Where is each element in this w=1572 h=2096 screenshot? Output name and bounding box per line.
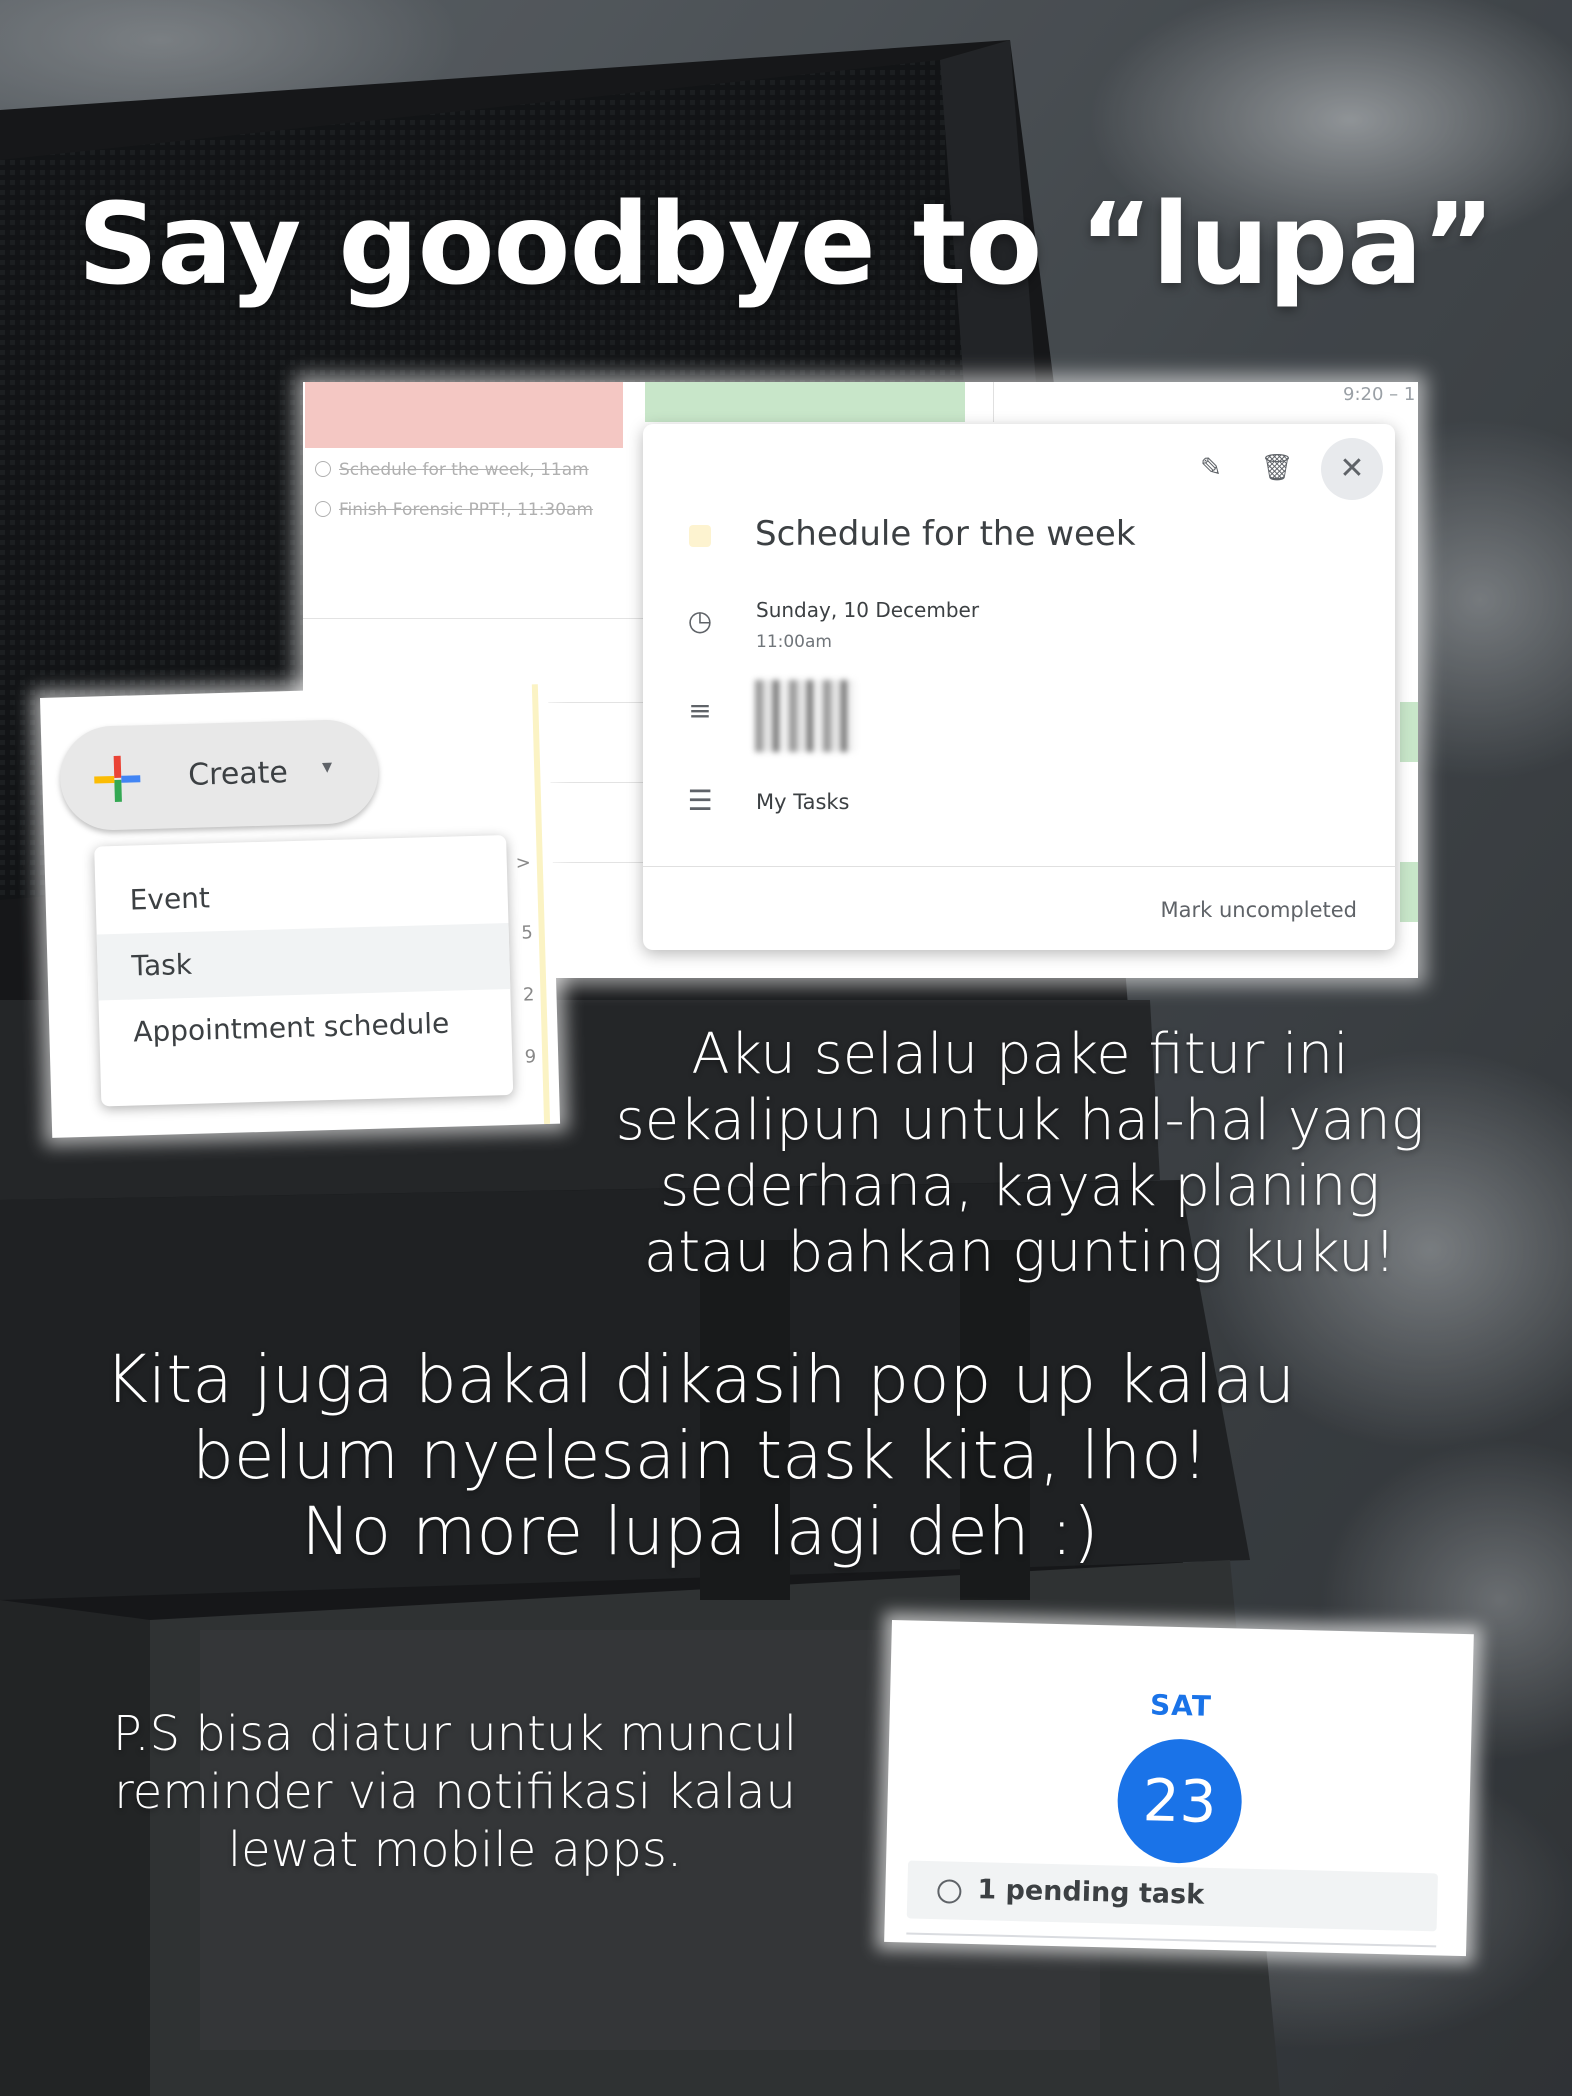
completed-task-2	[315, 500, 593, 520]
chevron-right-icon: >	[515, 852, 532, 874]
edit-icon[interactable]: ✎	[1200, 453, 1222, 483]
grid-line	[303, 618, 645, 619]
caption-line: reminder via notifikasi kalau	[114, 1764, 796, 1820]
event-block	[1400, 702, 1418, 762]
day-widget-screenshot	[884, 1620, 1474, 1956]
event-time-tag: 9:20 – 1	[1343, 384, 1416, 405]
create-dropdown	[94, 835, 513, 1106]
menu-item-task[interactable]: Task	[97, 923, 511, 1000]
event-block	[1400, 862, 1418, 922]
task-date: Sunday, 10 December	[756, 598, 980, 622]
description-icon: ≡	[688, 694, 712, 727]
event-block	[645, 382, 965, 422]
caption-ps-note	[90, 1705, 820, 1879]
check-circle-icon	[937, 1879, 962, 1904]
edge-label: 9	[524, 1046, 537, 1068]
task-popup	[643, 424, 1395, 950]
delete-icon[interactable]: 🗑	[1260, 453, 1294, 483]
caret-down-icon: ▾	[321, 753, 333, 779]
caption-line: lewat mobile apps.	[227, 1822, 683, 1878]
list-icon: ☰	[687, 784, 713, 817]
edge-label: 2	[522, 984, 535, 1006]
task-title: Schedule for the week	[755, 514, 1136, 554]
divider	[643, 866, 1395, 867]
create-button[interactable]	[59, 719, 380, 832]
caption-feature-usage	[600, 1022, 1440, 1286]
check-icon	[315, 501, 331, 517]
page-title: Say goodbye to “lupa”	[77, 180, 1495, 310]
completed-task-1	[315, 460, 589, 480]
close-icon[interactable]: ✕	[1321, 438, 1383, 500]
pending-task-chip[interactable]	[907, 1860, 1438, 1931]
caption-line: atau bahkan gunting kuku!	[643, 1220, 1397, 1285]
check-icon	[315, 461, 331, 477]
task-list-name: My Tasks	[756, 790, 850, 814]
caption-line: belum nyelesain task kita, lho!	[191, 1417, 1209, 1494]
plus-icon	[92, 753, 143, 804]
task-block	[305, 382, 623, 448]
redacted-description	[755, 680, 855, 752]
caption-line: P.S bisa diatur untuk muncul	[112, 1706, 798, 1762]
caption-line: Kita juga bakal dikasih pop up kalau	[104, 1341, 1296, 1418]
mark-uncompleted-button[interactable]: Mark uncompleted	[1160, 898, 1357, 922]
weekday-label: SAT	[1149, 1688, 1213, 1723]
completed-task-2-label: Finish Forensic PPT!, 11:30am	[339, 500, 594, 520]
clock-icon: ◷	[687, 604, 713, 637]
caption-line: sekalipun untuk hal-hal yang	[615, 1088, 1425, 1153]
completed-task-1-label: Schedule for the week, 11am	[339, 460, 589, 480]
task-time: 11:00am	[756, 632, 832, 652]
caption-line: sederhana, kayak planing	[660, 1154, 1380, 1219]
menu-item-appointment-schedule[interactable]: Appointment schedule	[132, 1006, 450, 1049]
color-swatch	[689, 525, 711, 547]
caption-line: No more lupa lagi deh :)	[301, 1493, 1099, 1570]
caption-line: Aku selalu pake fitur ini	[691, 1022, 1349, 1087]
create-menu-screenshot	[40, 684, 560, 1138]
caption-popup-reminder	[100, 1342, 1300, 1570]
menu-item-event[interactable]: Event	[129, 881, 211, 917]
edge-label: 5	[521, 922, 534, 944]
day-number-badge[interactable]: 23	[1116, 1738, 1243, 1865]
create-button-label: Create	[187, 755, 289, 793]
pending-task-label: 1 pending task	[977, 1874, 1205, 1911]
